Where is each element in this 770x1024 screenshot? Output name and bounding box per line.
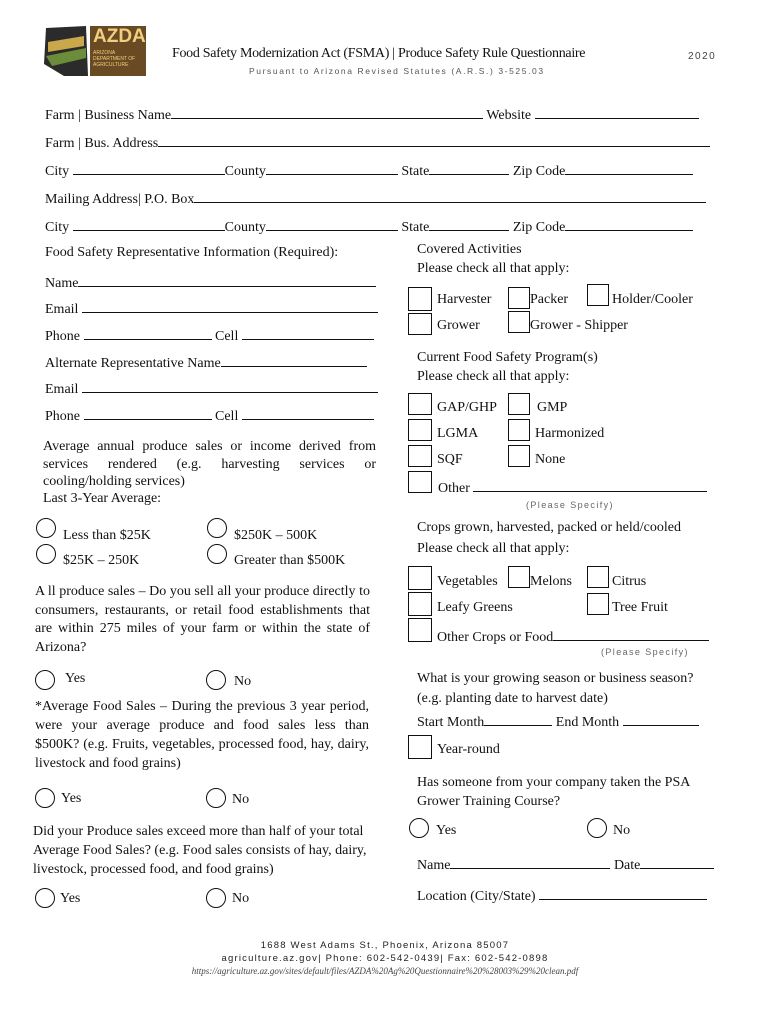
sales-250k-500k-label: $250K – 500K <box>234 528 318 543</box>
form-title: Food Safety Modernization Act (FSMA) | Produce Safety Rule Questionnaire <box>172 46 586 61</box>
other-program-field[interactable] <box>473 477 707 492</box>
other-crops-checkbox[interactable] <box>408 618 432 642</box>
crops-heading: Crops grown, harvested, packed or held/cooled <box>417 520 681 535</box>
end-month-label: End Month <box>555 715 620 730</box>
covered-heading: Covered Activities <box>417 242 522 257</box>
gap-ghp-label: GAP/GHP <box>437 400 497 415</box>
psa-name-row <box>417 854 714 874</box>
melons-checkbox[interactable] <box>508 566 530 588</box>
alt-rep-field[interactable] <box>221 352 367 367</box>
psa-no-label: No <box>613 823 631 838</box>
form-year: 2020 <box>688 51 717 62</box>
sales-less-25k-label: Less than $25K <box>63 528 151 543</box>
leafy-greens-label: Leafy Greens <box>437 600 513 615</box>
psa-location-row <box>417 885 707 905</box>
footer-contact: agriculture.az.gov| Phone: 602-542-0439| Fax: 602-542-0898 <box>221 953 549 964</box>
other-crops-field[interactable] <box>553 626 709 641</box>
sales-over-500k-label: Greater than $500K <box>234 553 346 568</box>
citrus-checkbox[interactable] <box>587 566 609 588</box>
rep-phone-row <box>45 325 374 345</box>
city-label: City <box>45 164 70 179</box>
alt-cell-label: Cell <box>215 409 239 424</box>
footer-url: https://agriculture.az.gov/sites/default/files/AZDA%20Ag%20Questionnaire%20%28003%29%20clean.pdf <box>191 966 579 976</box>
program-heading: Current Food Safety Program(s) <box>417 350 598 365</box>
psa-name-field[interactable] <box>450 854 610 869</box>
gmp-label: GMP <box>537 400 568 415</box>
crops-instruction: Please check all that apply: <box>417 541 570 556</box>
covered-instruction: Please check all that apply: <box>417 261 570 276</box>
sales-25k-250k-radio[interactable] <box>36 544 56 564</box>
alt-phone-label: Phone <box>45 409 80 424</box>
alt-rep-label: Alternate Representative Name <box>45 356 221 371</box>
city-row-2 <box>45 216 693 236</box>
all-sales-no-label: No <box>234 674 252 689</box>
mailing-row <box>45 188 706 208</box>
exceed-yes-radio[interactable] <box>35 888 55 908</box>
county-field[interactable] <box>266 160 398 175</box>
county-label: County <box>224 220 266 235</box>
address-row <box>45 132 710 152</box>
business-name-label: Farm | Business Name <box>45 108 172 123</box>
business-name-row <box>45 104 699 124</box>
agency-logo <box>42 24 148 78</box>
sqf-checkbox[interactable] <box>408 445 432 467</box>
alt-email-field[interactable] <box>82 378 378 393</box>
harvester-label: Harvester <box>437 292 492 307</box>
form-subtitle: Pursuant to Arizona Revised Statutes (A.R.S.) 3-525.03 <box>249 66 545 76</box>
gmp-checkbox[interactable] <box>508 393 530 415</box>
exceed-no-radio[interactable] <box>206 888 226 908</box>
alt-cell-field[interactable] <box>242 405 374 420</box>
tree-fruit-checkbox[interactable] <box>587 593 609 615</box>
avg-food-no-radio[interactable] <box>206 788 226 808</box>
holder-cooler-label: Holder/Cooler <box>612 292 693 307</box>
program-specify-hint: (Please Specify) <box>526 500 614 510</box>
county-field[interactable] <box>266 216 398 231</box>
none-checkbox[interactable] <box>508 445 530 467</box>
alt-phone-field[interactable] <box>84 405 212 420</box>
psa-name-label: Name <box>417 858 451 873</box>
psa-no-radio[interactable] <box>587 818 607 838</box>
avg-food-no-label: No <box>232 792 250 807</box>
leafy-greens-checkbox[interactable] <box>408 592 432 616</box>
city-field[interactable] <box>73 216 225 231</box>
alt-rep-row <box>45 352 367 372</box>
rep-phone-field[interactable] <box>84 325 212 340</box>
address-label: Farm | Bus. Address <box>45 136 159 151</box>
state-label: State <box>401 164 430 179</box>
other-program-row <box>438 477 707 497</box>
psa-question: Has someone from your company taken the PSA Grower Training Course? <box>417 775 690 809</box>
holder-cooler-checkbox[interactable] <box>587 284 609 306</box>
rep-email-row <box>45 298 378 318</box>
sales-250k-500k-radio[interactable] <box>207 518 227 538</box>
alt-phone-row <box>45 405 374 425</box>
season-question: What is your growing season or business season? <box>417 671 694 686</box>
website-field[interactable] <box>535 104 699 119</box>
exceed-no-label: No <box>232 891 250 906</box>
harmonized-label: Harmonized <box>535 426 605 441</box>
start-month-field[interactable] <box>484 711 552 726</box>
county-label: County <box>224 164 266 179</box>
season-months-row <box>417 711 699 731</box>
year-round-checkbox[interactable] <box>408 735 432 759</box>
program-instruction: Please check all that apply: <box>417 369 570 384</box>
other-program-checkbox[interactable] <box>408 471 432 493</box>
all-sales-no-radio[interactable] <box>206 670 226 690</box>
other-program-label: Other <box>438 481 470 496</box>
other-crops-label: Other Crops or Food <box>437 630 554 645</box>
rep-cell-field[interactable] <box>242 325 374 340</box>
exceed-yes-label: Yes <box>60 891 81 906</box>
rep-name-row <box>45 272 376 292</box>
vegetables-label: Vegetables <box>437 574 498 589</box>
mailing-label: Mailing Address| P.O. Box <box>45 192 195 207</box>
city-row-1 <box>45 160 693 180</box>
lgma-label: LGMA <box>437 426 479 441</box>
zip-label: Zip Code <box>512 164 566 179</box>
city-field[interactable] <box>73 160 225 175</box>
avg-food-yes-label: Yes <box>61 791 82 806</box>
citrus-label: Citrus <box>612 574 647 589</box>
address-field[interactable] <box>158 132 710 147</box>
start-month-label: Start Month <box>417 715 485 730</box>
all-sales-yes-radio[interactable] <box>35 670 55 690</box>
sales-25k-250k-label: $25K – 250K <box>63 553 140 568</box>
alt-email-label: Email <box>45 382 79 397</box>
gap-ghp-checkbox[interactable] <box>408 393 432 415</box>
website-label: Website <box>486 108 532 123</box>
rep-cell-label: Cell <box>215 329 239 344</box>
psa-date-label: Date <box>613 858 641 873</box>
harmonized-checkbox[interactable] <box>508 419 530 441</box>
rep-name-label: Name <box>45 276 79 291</box>
zip-field[interactable] <box>565 160 693 175</box>
state-label: State <box>401 220 430 235</box>
sales-over-500k-radio[interactable] <box>207 544 227 564</box>
packer-label: Packer <box>530 292 569 307</box>
sales-less-25k-radio[interactable] <box>36 518 56 538</box>
rep-email-field[interactable] <box>82 298 378 313</box>
mailing-field[interactable] <box>194 188 706 203</box>
psa-location-label: Location (City/State) <box>417 889 536 904</box>
state-field[interactable] <box>429 216 509 231</box>
grower-checkbox[interactable] <box>408 313 432 335</box>
tree-fruit-label: Tree Fruit <box>612 600 668 615</box>
footer-address: 1688 West Adams St., Phoenix, Arizona 85007 <box>260 940 510 951</box>
sqf-label: SQF <box>437 452 463 467</box>
avg-food-yes-radio[interactable] <box>35 788 55 808</box>
grower-label: Grower <box>437 318 480 333</box>
business-name-field[interactable] <box>171 104 483 119</box>
state-field[interactable] <box>429 160 509 175</box>
psa-location-field[interactable] <box>539 885 707 900</box>
logo-subtext: ARIZONA DEPARTMENT OF AGRICULTURE <box>93 50 136 68</box>
all-sales-yes-label: Yes <box>65 671 86 686</box>
logo-text: AZDA <box>93 26 146 47</box>
last-3-year-label: Last 3-Year Average: <box>43 491 162 506</box>
year-round-label: Year-round <box>437 742 500 757</box>
rep-phone-label: Phone <box>45 329 80 344</box>
rep-heading: Food Safety Representative Information (Required): <box>45 245 339 260</box>
crops-specify-hint: (Please Specify) <box>601 647 689 657</box>
vegetables-checkbox[interactable] <box>408 566 432 590</box>
alt-email-row <box>45 378 378 398</box>
harvester-checkbox[interactable] <box>408 287 432 311</box>
rep-name-field[interactable] <box>78 272 376 287</box>
grower-shipper-label: Grower - Shipper <box>530 318 628 333</box>
exceed-question: Did your Produce sales exceed more than half of your total Average Food Sales? (e.g. Food sales consists of hay, dairy, livestock, processed food, and food grains) <box>33 824 367 877</box>
lgma-checkbox[interactable] <box>408 419 432 441</box>
sales-question: Average annual produce sales or income derived from services rendered (e.g. harvesting services or cooling/holding services) <box>43 439 376 489</box>
city-label: City <box>45 220 70 235</box>
packer-checkbox[interactable] <box>508 287 530 309</box>
other-crops-row <box>437 626 709 646</box>
end-month-field[interactable] <box>623 711 699 726</box>
psa-date-field[interactable] <box>640 854 714 869</box>
zip-label: Zip Code <box>512 220 566 235</box>
melons-label: Melons <box>530 574 572 589</box>
all-sales-question: A ll produce sales – Do you sell all your produce directly to consumers, restaurants, or retail food establishments that are within 275 miles of your farm or within the state of Arizona? <box>35 584 370 655</box>
psa-yes-label: Yes <box>436 823 457 838</box>
psa-yes-radio[interactable] <box>409 818 429 838</box>
zip-field[interactable] <box>565 216 693 231</box>
avg-food-question: *Average Food Sales – During the previous 3 year period, were your average produce and food sales less than $500K? (e.g. Fruits, vegetables, processed food, hay, dairy, livestock and food grains) <box>35 699 369 771</box>
season-example: (e.g. planting date to harvest date) <box>417 691 608 706</box>
none-label: None <box>535 452 566 467</box>
grower-shipper-checkbox[interactable] <box>508 311 530 333</box>
rep-email-label: Email <box>45 302 79 317</box>
